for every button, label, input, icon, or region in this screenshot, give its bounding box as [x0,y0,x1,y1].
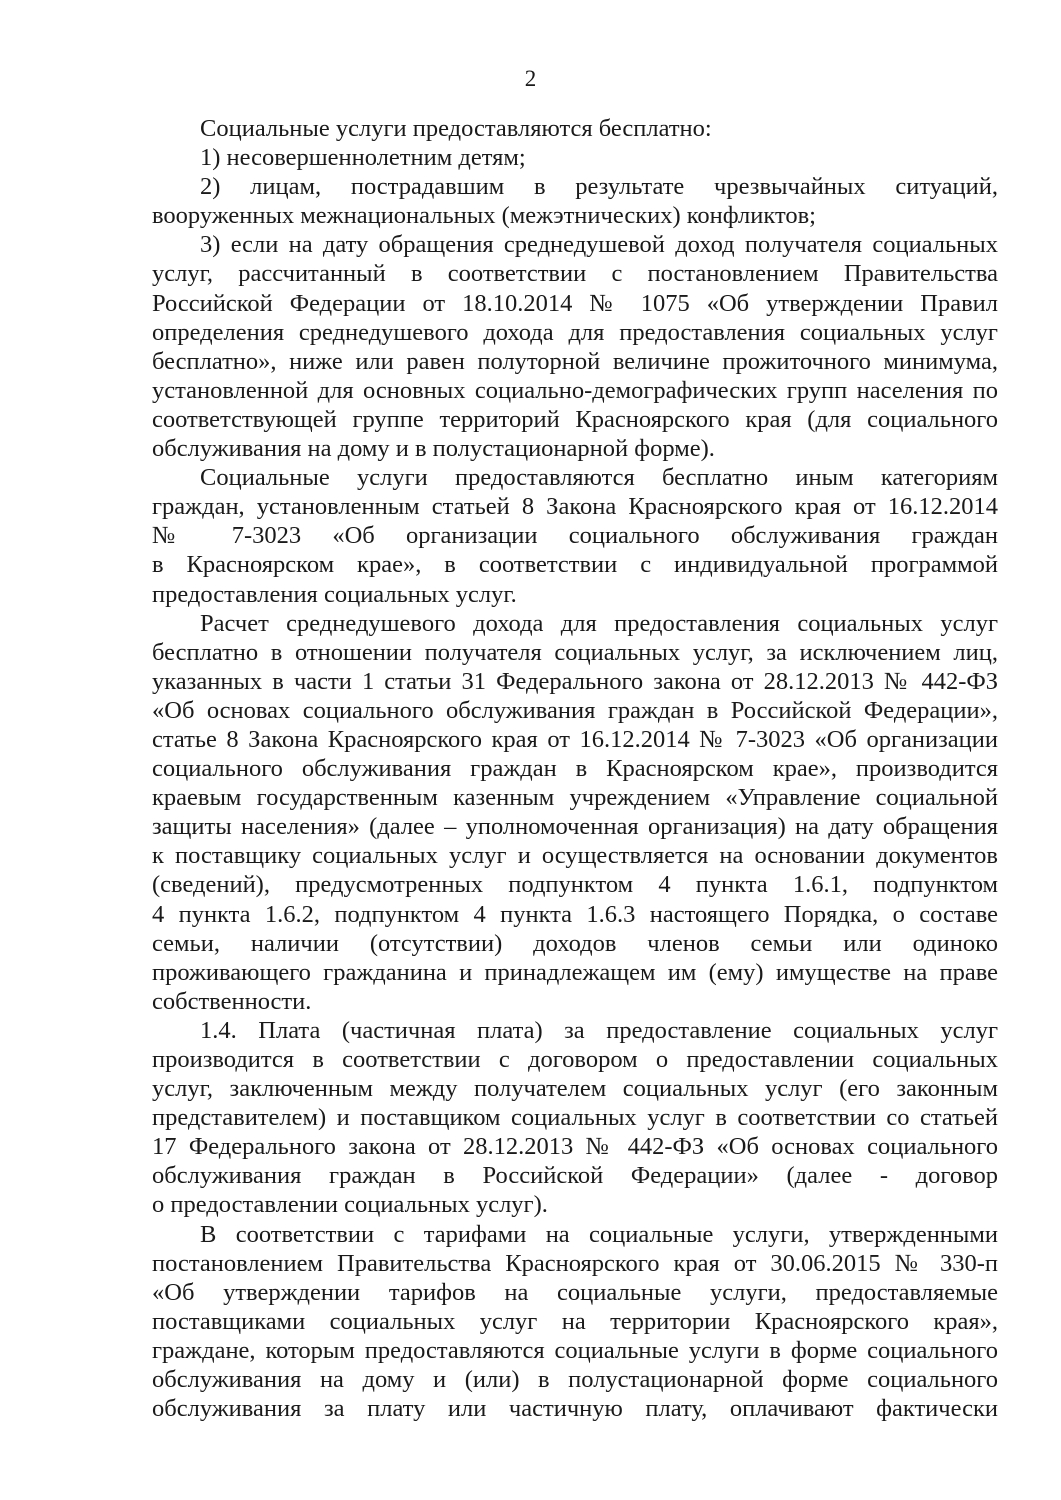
text-line: Социальные услуги предоставляются бесплатно: [200,115,712,142]
text-line: 2) лицам, пострадавшим в результате чрезвычайных ситуаций, [200,173,998,201]
paragraph-item-2 [152,172,998,230]
text-line: в Красноярском крае», в соответствии с индивидуальной программой [152,551,998,579]
page-number: 2 [524,66,537,91]
text-line: о предоставлении социальных услуг). [152,1191,548,1219]
text-line: № 7-3023 «Об организации социального обслуживания граждан [152,522,998,550]
text-line: статье 8 Закона Красноярского края от 16.12.2014 № 7-3023 «Об организации [152,725,998,753]
text-line: социального обслуживания граждан в Красноярском крае», производится [152,755,998,783]
paragraph-tariffs [152,1220,998,1424]
text-line: «Об основах социального обслуживания граждан в Российской Федерации», [152,696,998,724]
paragraph-other-categories [152,463,998,608]
text-line: обслуживания за плату или частичную плату, оплачивают фактически [152,1395,998,1423]
text-line: семьи, наличии (отсутствии) доходов членов семьи или одиноко [152,929,998,957]
text-line: представителем) и поставщиком социальных услуг в соответствии со статьей [152,1104,998,1132]
text-line: бесплатно», ниже или равен полуторной величине прожиточного минимума, [152,347,998,375]
text-line: граждан, установленным статьей 8 Закона Красноярского края от 16.12.2014 [152,493,998,521]
text-line: проживающего гражданина и принадлежащем им (ему) имуществе на праве [152,958,998,986]
paragraph-clause-1-4 [152,1016,998,1220]
text-line: В соответствии с тарифами на социальные услуги, утвержденными [200,1220,998,1248]
text-line: 4 пункта 1.6.2, подпунктом 4 пункта 1.6.3 настоящего Порядка, о составе [152,900,998,928]
text-line: к поставщику социальных услуг и осуществляется на основании документов [152,842,998,870]
text-line: 1.4. Плата (частичная плата) за предоставление социальных услуг [200,1016,998,1044]
text-line: собственности. [152,987,312,1015]
text-line: 1) несовершеннолетним детям; [200,144,526,172]
text-line: предоставления социальных услуг. [152,580,517,608]
text-line: постановлением Правительства Красноярского края от 30.06.2015 № 330-п [152,1249,998,1277]
text-line: 17 Федерального закона от 28.12.2013 № 442-ФЗ «Об основах социального [152,1133,998,1161]
text-line: определения среднедушевого дохода для предоставления социальных услуг [152,318,998,346]
text-line: услуг, заключенным между получателем социальных услуг (его законным [152,1075,998,1103]
text-line: Российской Федерации от 18.10.2014 № 1075 «Об утверждении Правил [152,289,998,317]
text-line: обслуживания граждан в Российской Федерации» (далее - договор [152,1162,998,1190]
paragraph-item-1 [152,143,998,172]
text-line: «Об утверждении тарифов на социальные услуги, предоставляемые [152,1278,998,1306]
text-line: соответствующей группе территорий Красноярского края (для социального [152,405,998,433]
text-line: Расчет среднедушевого дохода для предоставления социальных услуг [200,609,998,637]
text-line: Социальные услуги предоставляются бесплатно иным категориям [200,464,998,492]
text-line: краевым государственным казенным учреждением «Управление социальной [152,784,998,812]
text-line: граждане, которым предоставляются социальные услуги в форме социального [152,1336,998,1364]
text-line: бесплатно в отношении получателя социальных услуг, за исключением лиц, [152,638,998,666]
document-body [152,114,998,1423]
text-line: защиты населения» (далее – уполномоченная организация) на дату обращения [152,813,998,841]
text-line: 3) если на дату обращения среднедушевой доход получателя социальных [200,231,998,259]
text-line: услуг, рассчитанный в соответствии с постановлением Правительства [152,260,998,288]
paragraph-item-3 [152,230,998,463]
text-line: обслуживания на дому и (или) в полустационарной форме социального [152,1366,998,1394]
text-line: поставщиками социальных услуг на территории Красноярского края», [152,1307,998,1335]
paragraph-income-calculation [152,609,998,1016]
text-line: вооруженных межнациональных (межэтнических) конфликтов; [152,202,816,230]
text-line: указанных в части 1 статьи 31 Федерального закона от 28.12.2013 № 442-ФЗ [152,667,998,695]
text-line: производится в соответствии с договором о предоставлении социальных [152,1046,998,1073]
text-line: (сведений), предусмотренных подпунктом 4 пункта 1.6.1, подпунктом [152,871,998,899]
text-line: обслуживания на дому и в полустационарной форме). [152,435,715,463]
paragraph-intro-free-services [152,114,998,143]
text-line: установленной для основных социально-демографических групп населения по [152,376,998,404]
